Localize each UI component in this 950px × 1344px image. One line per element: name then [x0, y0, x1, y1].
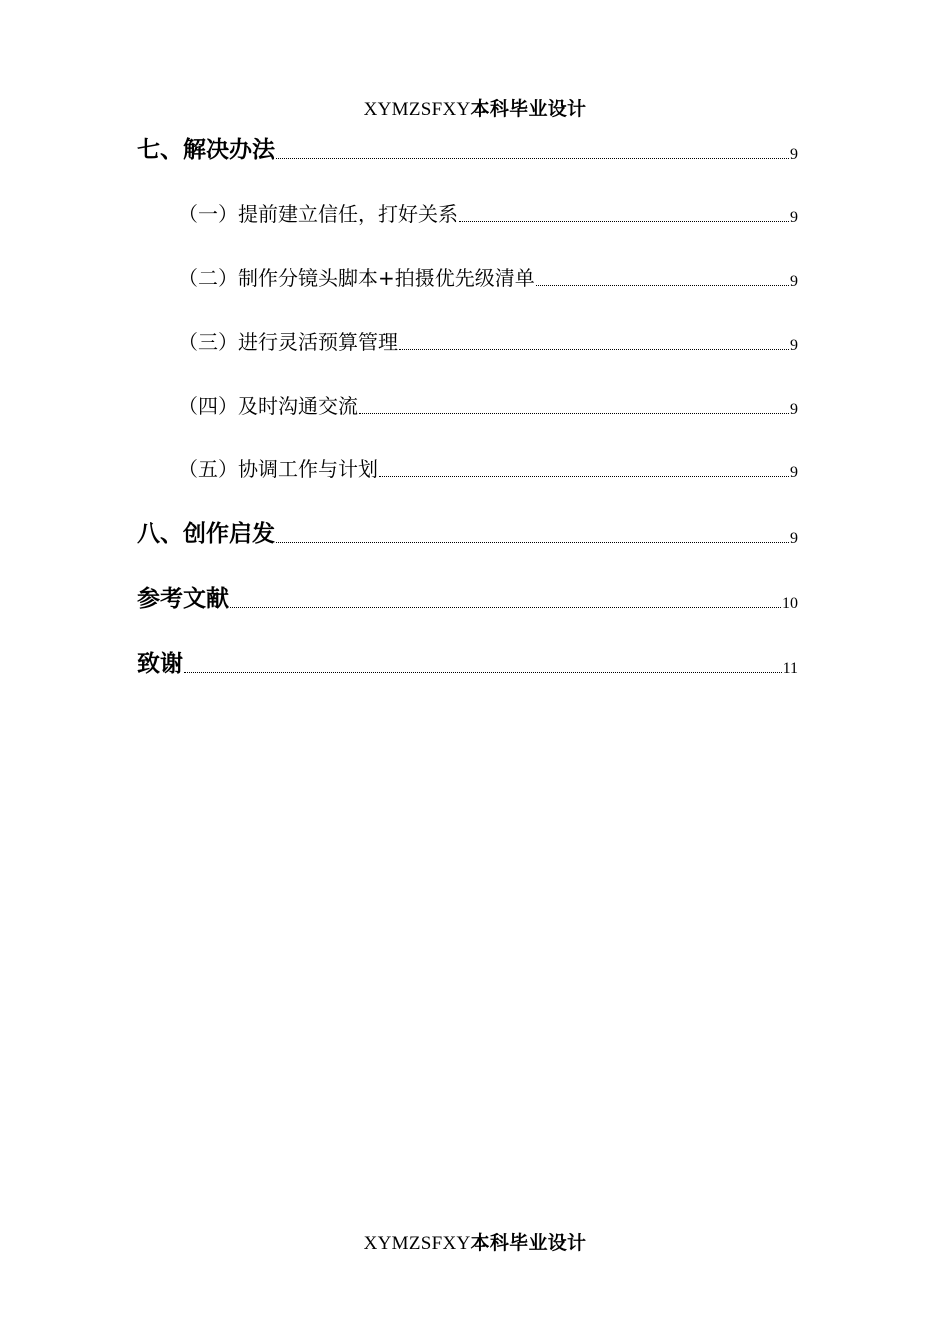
toc-entry[interactable] — [178, 390, 798, 419]
toc-entry-label: 致谢 — [137, 651, 183, 677]
toc-entry-page: 9 — [790, 464, 798, 481]
footer-title: 本科毕业设计 — [470, 1232, 587, 1254]
toc-entry-page: 11 — [782, 660, 798, 677]
toc-leader-dots — [536, 284, 789, 286]
footer-school-code: XYMZSFXY — [363, 1233, 471, 1254]
toc-entry-page: 9 — [790, 401, 798, 418]
toc-leader-dots — [399, 348, 789, 350]
header-school-code: XYMZSFXY — [363, 99, 471, 120]
toc-entry[interactable] — [178, 198, 798, 227]
toc-leader-dots — [276, 157, 789, 159]
toc-leader-dots — [459, 220, 789, 222]
toc-entry-label: （二）制作分镜头脚本+拍摄优先级清单 — [178, 266, 535, 290]
toc-entry-label: 参考文献 — [137, 586, 229, 612]
toc-entry-page: 10 — [782, 595, 798, 612]
toc-entry-page: 9 — [790, 209, 798, 226]
toc-entry[interactable] — [178, 453, 798, 482]
toc-entry-label: （四）及时沟通交流 — [178, 394, 358, 418]
toc-entry[interactable] — [137, 515, 798, 548]
toc-entry-page: 9 — [790, 146, 798, 163]
page-footer — [0, 1228, 950, 1255]
toc-leader-dots — [359, 412, 789, 414]
header-title: 本科毕业设计 — [470, 98, 587, 120]
toc-entry[interactable] — [178, 326, 798, 355]
toc-entry[interactable] — [137, 645, 798, 678]
toc-entry-label: 七、解决办法 — [137, 137, 275, 163]
toc-entry-label: （五）协调工作与计划 — [178, 457, 378, 481]
toc-leader-dots — [276, 541, 789, 543]
toc-entry-page: 9 — [790, 273, 798, 290]
toc-leader-dots — [379, 475, 789, 477]
toc-entry[interactable] — [137, 580, 798, 613]
toc-leader-dots — [184, 671, 782, 673]
toc-entry[interactable] — [178, 262, 798, 291]
toc-entry-label: 八、创作启发 — [137, 521, 275, 547]
toc-entry-label: （三）进行灵活预算管理 — [178, 330, 398, 354]
toc-entry-page: 9 — [790, 530, 798, 547]
toc-leader-dots — [230, 606, 781, 608]
toc-entry-label: （一）提前建立信任，打好关系 — [178, 202, 458, 226]
toc-entry[interactable] — [137, 131, 798, 164]
toc-entry-page: 9 — [790, 337, 798, 354]
